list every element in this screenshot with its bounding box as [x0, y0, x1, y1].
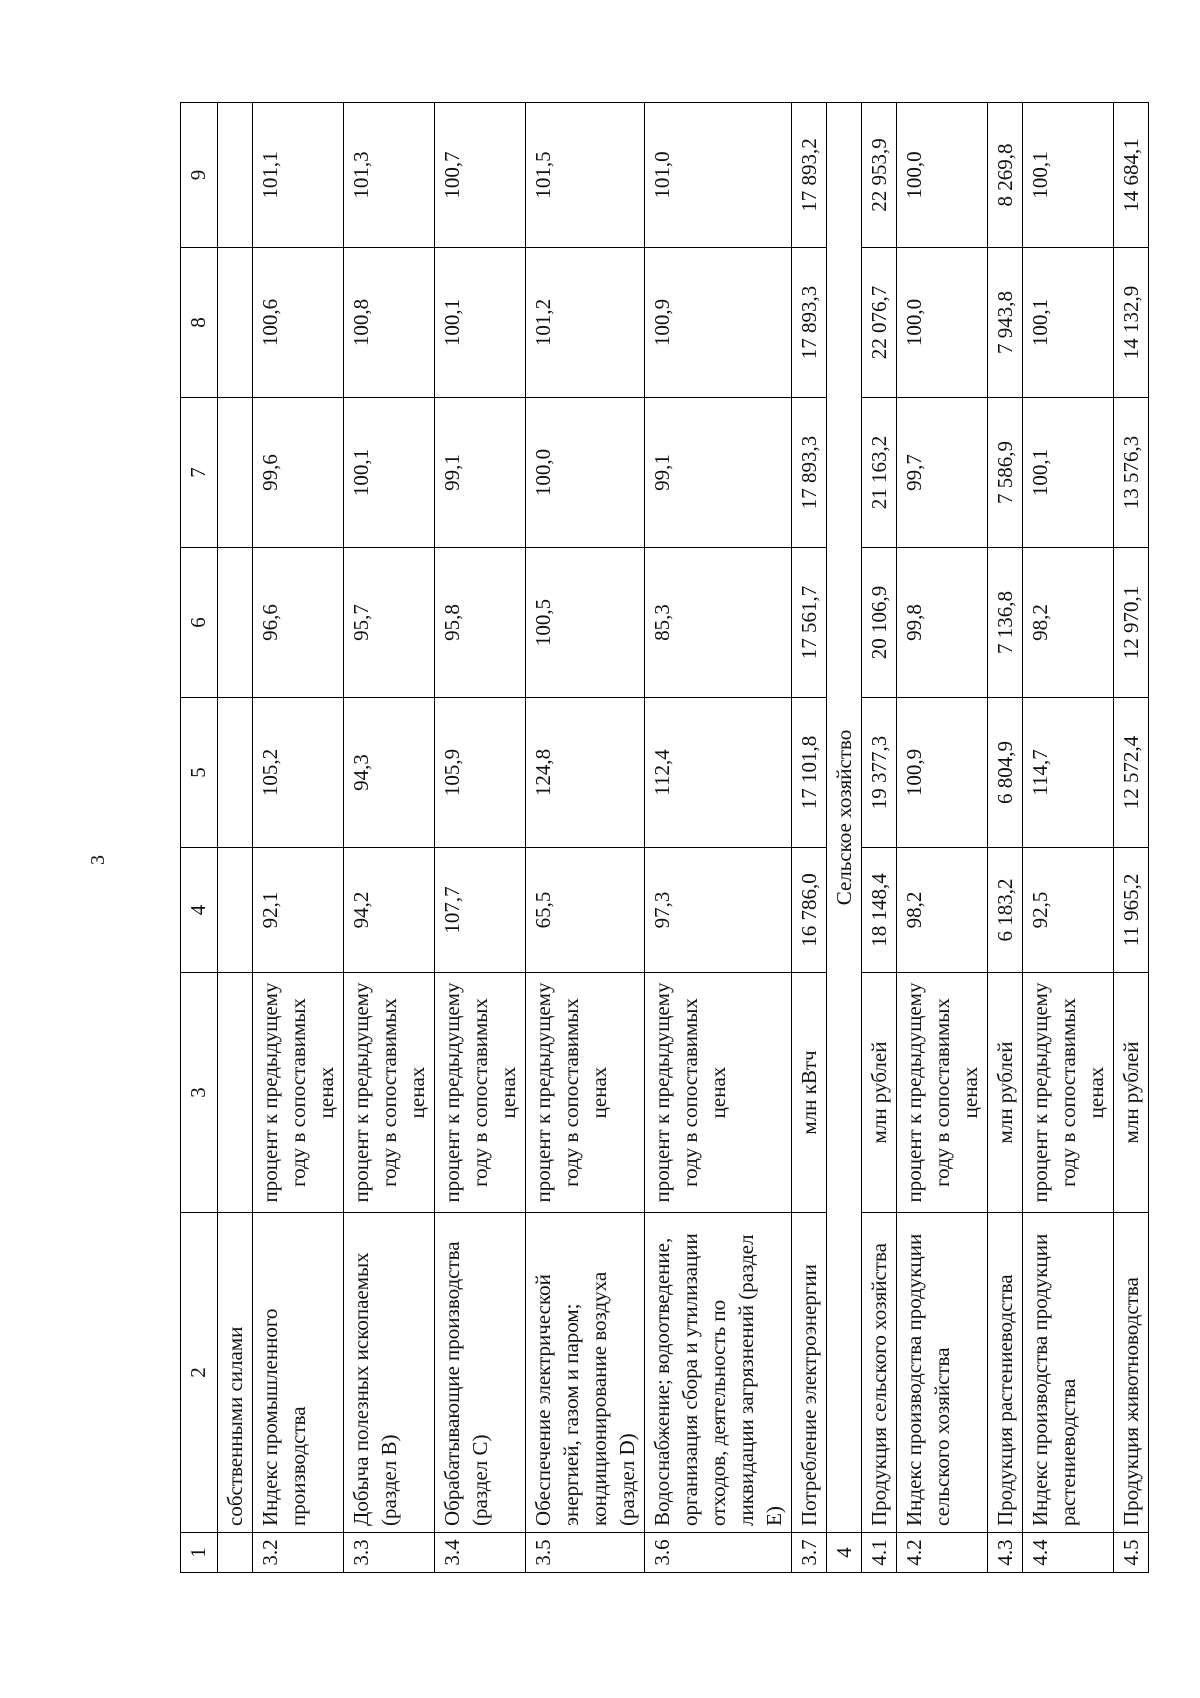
value-cell: 94,2: [344, 848, 435, 973]
header-cell: 3: [181, 973, 218, 1213]
indicators-table: [180, 102, 1149, 1573]
value-cell: 7 586,9: [988, 398, 1023, 548]
row-number: 3.6: [645, 1533, 792, 1573]
row-number: 4.1: [862, 1533, 897, 1573]
value-cell: 100,6: [253, 248, 344, 398]
value-cell: 12 572,4: [1114, 698, 1149, 848]
row-unit: процент к предыдущему году в сопоставимых ценах: [526, 973, 645, 1213]
value-cell: 98,2: [897, 848, 988, 973]
value-cell: 97,3: [645, 848, 792, 973]
row-number: 4.3: [988, 1533, 1023, 1573]
value-cell: 101,3: [344, 103, 435, 248]
value-cell: 8 269,8: [988, 103, 1023, 248]
value-cell: 11 965,2: [1114, 848, 1149, 973]
value-cell: 101,2: [526, 248, 645, 398]
continuation-row: [218, 103, 253, 1573]
value-cell: 99,1: [645, 398, 792, 548]
value-cell: 100,8: [344, 248, 435, 398]
value-cell: 101,1: [253, 103, 344, 248]
value-cell: 100,9: [897, 698, 988, 848]
row-indicator: Продукция сельского хозяйства: [862, 1213, 897, 1533]
value-cell: 7 943,8: [988, 248, 1023, 398]
value-cell: 96,6: [253, 548, 344, 698]
row-indicator: Потребление электроэнергии: [792, 1213, 827, 1533]
row-unit: млн рублей: [862, 973, 897, 1213]
value-cell: 100,0: [897, 248, 988, 398]
header-cell: 9: [181, 103, 218, 248]
value-cell: 95,8: [435, 548, 526, 698]
table-row: [344, 103, 435, 1573]
table-row: [253, 103, 344, 1573]
value-cell: 19 377,3: [862, 698, 897, 848]
row-unit: процент к предыдущему году в сопоставимых ценах: [1023, 973, 1114, 1213]
row-indicator: Индекс производства продукции растениеводства: [1023, 1213, 1114, 1533]
value-cell: 98,2: [1023, 548, 1114, 698]
section-number: 4: [827, 1533, 862, 1573]
value-cell: 100,0: [526, 398, 645, 548]
row-unit: процент к предыдущему году в сопоставимых ценах: [897, 973, 988, 1213]
value-cell: 14 132,9: [1114, 248, 1149, 398]
agriculture-rows: [862, 103, 1149, 1573]
value-cell: 100,9: [645, 248, 792, 398]
value-cell: 100,1: [435, 248, 526, 398]
value-cell: 95,7: [344, 548, 435, 698]
value-cell: 14 684,1: [1114, 103, 1149, 248]
value-cell: 101,5: [526, 103, 645, 248]
value-cell: 99,6: [253, 398, 344, 548]
value-cell: 99,8: [897, 548, 988, 698]
row-number: 4.2: [897, 1533, 988, 1573]
value-cell: 20 106,9: [862, 548, 897, 698]
row-indicator: Индекс производства продукции сельского хозяйства: [897, 1213, 988, 1533]
value-cell: 112,4: [645, 698, 792, 848]
value-cell: 17 893,3: [792, 398, 827, 548]
value-cell: 99,7: [897, 398, 988, 548]
value-cell: 17 101,8: [792, 698, 827, 848]
value-cell: 99,1: [435, 398, 526, 548]
value-cell: 6 183,2: [988, 848, 1023, 973]
value-cell: 12 970,1: [1114, 548, 1149, 698]
value-cell: 100,1: [1023, 248, 1114, 398]
table-row: [792, 103, 827, 1573]
value-cell: 16 786,0: [792, 848, 827, 973]
value-cell: 100,1: [1023, 103, 1114, 248]
header-cell: 5: [181, 698, 218, 848]
value-cell: 22 076,7: [862, 248, 897, 398]
table-row: [645, 103, 792, 1573]
value-cell: 100,5: [526, 548, 645, 698]
row-indicator: Продукция животноводства: [1114, 1213, 1149, 1533]
table-row: [862, 103, 897, 1573]
value-cell: 7 136,8: [988, 548, 1023, 698]
value-cell: 92,1: [253, 848, 344, 973]
row-number: 3.4: [435, 1533, 526, 1573]
header-cell: 4: [181, 848, 218, 973]
header-cell: 8: [181, 248, 218, 398]
table-row: [988, 103, 1023, 1573]
header-cell: 2: [181, 1213, 218, 1533]
table-row: [435, 103, 526, 1573]
row-unit: млн рублей: [988, 973, 1023, 1213]
value-cell: 124,8: [526, 698, 645, 848]
value-cell: 17 893,3: [792, 248, 827, 398]
value-cell: 21 163,2: [862, 398, 897, 548]
row-unit: млн рублей: [1114, 973, 1149, 1213]
row-number: 4.5: [1114, 1533, 1149, 1573]
value-cell: 22 953,9: [862, 103, 897, 248]
table-row: [897, 103, 988, 1573]
value-cell: 105,9: [435, 698, 526, 848]
value-cell: 100,7: [435, 103, 526, 248]
header-cell: 1: [181, 1533, 218, 1573]
row-indicator: Водоснабжение; водоотведение, организация сбора и утилизации отходов, деятельность по ликвидации загрязнений (раздел E): [645, 1213, 792, 1533]
header-cell: 7: [181, 398, 218, 548]
row-indicator: Индекс промышленного производства: [253, 1213, 344, 1533]
value-cell: 105,2: [253, 698, 344, 848]
value-cell: 18 148,4: [862, 848, 897, 973]
header-row: [181, 103, 218, 1573]
row-unit: процент к предыдущему году в сопоставимых ценах: [435, 973, 526, 1213]
value-cell: 101,0: [645, 103, 792, 248]
value-cell: 17 561,7: [792, 548, 827, 698]
row-unit: процент к предыдущему году в сопоставимых ценах: [253, 973, 344, 1213]
row-unit: процент к предыдущему году в сопоставимых ценах: [645, 973, 792, 1213]
value-cell: 94,3: [344, 698, 435, 848]
table-row: [1023, 103, 1114, 1573]
value-cell: 114,7: [1023, 698, 1114, 848]
section-row: [827, 103, 862, 1573]
table-row: [1114, 103, 1149, 1573]
value-cell: 6 804,9: [988, 698, 1023, 848]
section-title: Сельское хозяйство: [827, 103, 862, 1533]
rotated-table-container: [180, 103, 1143, 1573]
value-cell: 92,5: [1023, 848, 1114, 973]
row-indicator: Продукция растениеводства: [988, 1213, 1023, 1533]
header-cell: 6: [181, 548, 218, 698]
row-unit: процент к предыдущему году в сопоставимых ценах: [344, 973, 435, 1213]
value-cell: 13 576,3: [1114, 398, 1149, 548]
value-cell: 65,5: [526, 848, 645, 973]
table-row: [526, 103, 645, 1573]
page-number: 3: [87, 855, 109, 865]
row-indicator: Обеспечение электрической энергией, газом и паром; кондиционирование воздуха (раздел D): [526, 1213, 645, 1533]
continuation-text: собственными силами: [218, 1213, 253, 1533]
value-cell: 100,1: [344, 398, 435, 548]
row-number: 4.4: [1023, 1533, 1114, 1573]
value-cell: 100,1: [1023, 398, 1114, 548]
value-cell: 107,7: [435, 848, 526, 973]
row-number: 3.5: [526, 1533, 645, 1573]
row-indicator: Добыча полезных ископаемых (раздел B): [344, 1213, 435, 1533]
row-number: 3.3: [344, 1533, 435, 1573]
industry-rows: [253, 103, 827, 1573]
row-unit: млн кВтч: [792, 973, 827, 1213]
row-number: 3.2: [253, 1533, 344, 1573]
value-cell: 100,0: [897, 103, 988, 248]
value-cell: 85,3: [645, 548, 792, 698]
row-number: 3.7: [792, 1533, 827, 1573]
row-indicator: Обрабатывающие производства (раздел C): [435, 1213, 526, 1533]
value-cell: 17 893,2: [792, 103, 827, 248]
